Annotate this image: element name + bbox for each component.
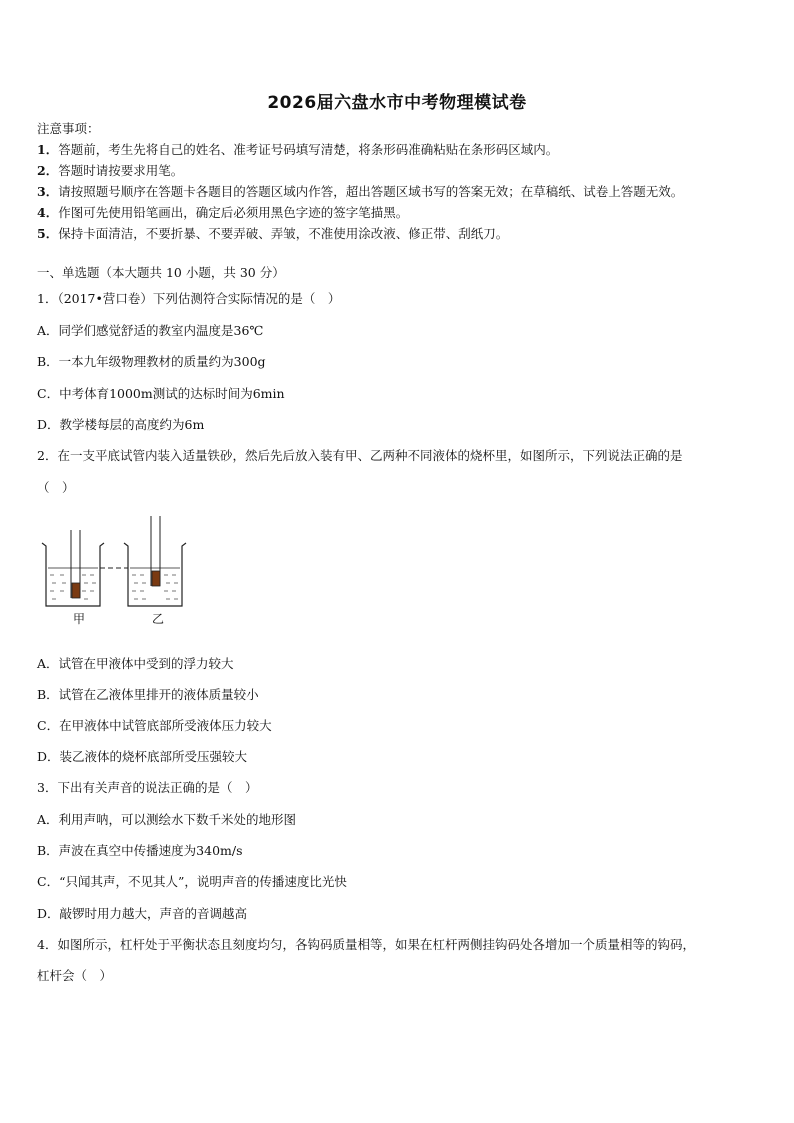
question-1-option-a: A．同学们感觉舒适的教室内温度是36℃	[37, 323, 264, 338]
note-text: 答题前，考生先将自己的姓名、准考证号码填写清楚，将条形码准确粘贴在条形码区域内。	[58, 142, 559, 157]
note-number: 2．	[37, 163, 59, 178]
question-2-stem-line-2: （ ）	[37, 480, 75, 495]
question-2-option-d: D．装乙液体的烧杯底部所受压强较大	[37, 749, 248, 764]
note-number: 1．	[37, 142, 59, 157]
note-text: 请按照题号顺序在答题卡各题目的答题区域内作答，超出答题区域书写的答案无效；在草稿纸、试卷上答题无效。	[58, 184, 684, 199]
question-2-option-c: C．在甲液体中试管底部所受液体压力较大	[37, 718, 272, 733]
note-text: 保持卡面清洁，不要折暴、不要弄破、弄皱，不准使用涂改液、修正带、刮纸刀。	[58, 226, 509, 241]
figure-label-jia: 甲	[73, 612, 86, 626]
beakers-figure	[38, 512, 198, 632]
exam-title: 2026届六盘水市中考物理模试卷	[267, 93, 527, 113]
beakers-diagram	[38, 512, 198, 632]
note-item-1	[37, 142, 558, 158]
question-3-option-d: D．敲锣时用力越大，声音的音调越高	[37, 906, 248, 921]
question-3-option-a: A．利用声呐，可以测绘水下数千米处的地形图	[37, 812, 297, 827]
question-3-stem: 3．下出有关声音的说法正确的是（ ）	[37, 780, 258, 795]
notes-heading: 注意事项：	[37, 121, 100, 136]
note-text: 答题时请按要求用笔。	[58, 163, 184, 178]
question-3-option-c: C．“只闻其声，不见其人”，说明声音的传播速度比光快	[37, 874, 347, 889]
note-text: 作图可先使用铅笔画出，确定后必须用黑色字迹的签字笔描黑。	[58, 205, 409, 220]
question-1-option-d: D．教学楼每层的高度约为6m	[37, 417, 205, 432]
question-1-stem: 1．（2017•营口卷）下列估测符合实际情况的是（ ）	[37, 291, 341, 306]
question-4-stem-line-1: 4．如图所示，杠杆处于平衡状态且刻度均匀，各钩码质量相等，如果在杠杆两侧挂钩码处各增加一个质量相等的钩码，	[37, 937, 695, 952]
question-2-option-a: A．试管在甲液体中受到的浮力较大	[37, 656, 234, 671]
section-heading: 一、单选题（本大题共 10 小题，共 30 分）	[37, 265, 285, 280]
note-item-2	[37, 163, 183, 179]
question-1-option-b: B．一本九年级物理教材的质量约为300g	[37, 354, 266, 369]
note-number: 5．	[37, 226, 59, 241]
question-2-stem-line-1: 2．在一支平底试管内装入适量铁砂，然后先后放入装有甲、乙两种不同液体的烧杯里，如图所示，下列说法正确的是	[37, 448, 683, 463]
question-2-option-b: B．试管在乙液体里排开的液体质量较小	[37, 687, 259, 702]
question-4-stem-line-2: 杠杆会（ ）	[37, 968, 113, 983]
question-1-option-c: C．中考体育1000m测试的达标时间为6min	[37, 386, 285, 401]
beaker-yi	[124, 516, 186, 606]
note-item-5	[37, 226, 508, 242]
beaker-jia	[42, 530, 104, 606]
note-item-3	[37, 184, 683, 200]
figure-label-yi: 乙	[152, 612, 165, 626]
note-number: 4．	[37, 205, 59, 220]
note-number: 3．	[37, 184, 59, 199]
question-3-option-b: B．声波在真空中传播速度为340m/s	[37, 843, 243, 858]
note-item-4	[37, 205, 408, 221]
